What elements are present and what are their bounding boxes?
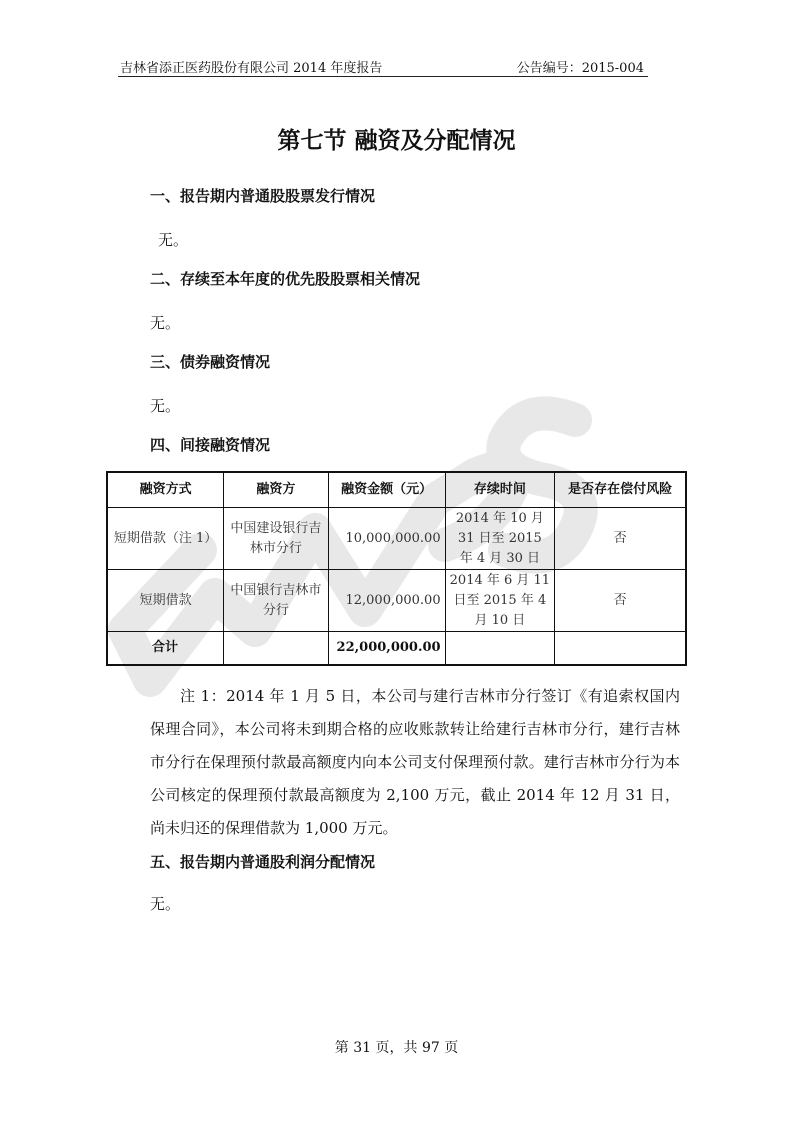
page-number-footer: 第 31 页，共 97 页 xyxy=(334,1040,459,1056)
section-heading-4: 四、间接融资情况 xyxy=(150,436,271,454)
col-header-method: 融资方式 xyxy=(107,472,224,508)
cell-risk: 否 xyxy=(555,508,686,570)
total-empty-cell xyxy=(445,632,555,666)
cell-party: 中国银行吉林市分行 xyxy=(224,570,328,632)
col-header-risk: 是否存在偿付风险 xyxy=(555,472,686,508)
cell-method: 短期借款 xyxy=(107,570,224,632)
section-heading-3: 三、债券融资情况 xyxy=(150,353,271,371)
col-header-period: 存续时间 xyxy=(445,472,555,508)
cell-method: 短期借款（注 1） xyxy=(107,508,224,570)
col-header-party: 融资方 xyxy=(224,472,328,508)
header-divider xyxy=(118,76,648,77)
total-empty-cell xyxy=(224,632,328,666)
total-empty-cell xyxy=(555,632,686,666)
cell-party: 中国建设银行吉林市分行 xyxy=(224,508,328,570)
note-paragraph: 注 1：2014 年 1 月 5 日，本公司与建行吉林市分行签订《有追索权国内保理合同》，本公司将未到期合格的应收账款转让给建行吉林市分行，建行吉林市分行在保理预付款最高额度内向本公司支付保理预付款。建行吉林市分行为本公司核定的保理预付款最高额度为 2,100 万元，截止 2014 年 12 月 31 日，尚未归还的保理借款为 1,000 万元。 xyxy=(150,687,680,837)
section-body-3: 无。 xyxy=(150,397,181,415)
section-heading-2: 二、存续至本年度的优先股股票相关情况 xyxy=(150,270,421,288)
cell-risk: 否 xyxy=(555,570,686,632)
section-body-1: 无。 xyxy=(158,231,189,249)
table-total-row xyxy=(107,632,686,666)
cell-period: 2014 年 10 月 31 日至 2015 年 4 月 30 日 xyxy=(445,508,555,570)
section-heading-5: 五、报告期内普通股利润分配情况 xyxy=(150,853,376,871)
header-company-report: 吉林省添正医药股份有限公司 2014 年度报告 xyxy=(120,61,383,76)
cell-amount: 10,000,000.00 xyxy=(328,508,445,570)
table-header-row xyxy=(107,472,686,508)
total-amount: 22,000,000.00 xyxy=(328,632,445,666)
section-body-2: 无。 xyxy=(150,314,181,332)
table-row xyxy=(107,508,686,570)
col-header-amount: 融资金额（元） xyxy=(328,472,445,508)
page-title: 第七节 融资及分配情况 xyxy=(277,128,516,154)
total-label: 合计 xyxy=(107,632,224,666)
section-heading-1: 一、报告期内普通股股票发行情况 xyxy=(150,187,376,205)
section-body-5: 无。 xyxy=(150,895,181,913)
indirect-financing-table xyxy=(106,471,687,666)
cell-period: 2014 年 6 月 11 日至 2015 年 4 月 10 日 xyxy=(445,570,555,632)
cell-amount: 12,000,000.00 xyxy=(328,570,445,632)
header-notice-number: 公告编号：2015-004 xyxy=(516,61,644,76)
table-row xyxy=(107,570,686,632)
